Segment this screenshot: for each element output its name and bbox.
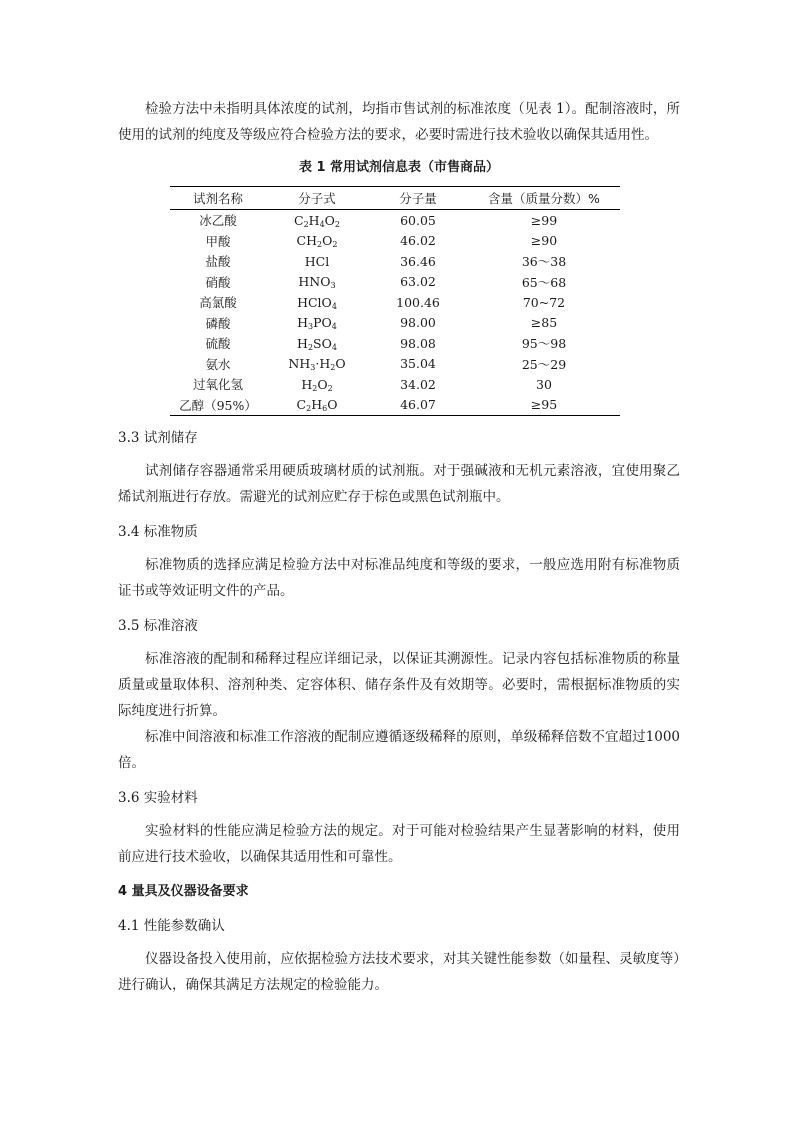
formula-cell [266,231,368,252]
section-heading: 3.6 实验材料 [118,790,198,806]
molecular-weight-cell: 46.02 [400,233,436,249]
formula-cell [266,292,368,313]
reagent-name-cell: 高氯酸 [199,295,237,311]
molecular-weight-cell: 34.02 [400,376,436,392]
molecular-weight-cell: 98.00 [400,315,436,331]
header-formula: 分子式 [266,187,368,210]
formula-cell [266,313,368,334]
reagent-name-cell: 磷酸 [205,315,231,331]
section-paragraph: 仪器设备投入使用前，应依据检验方法技术要求，对其关键性能参数（如量程、灵敏度等）进行确认，确保其满足方法规定的检验能力。 [118,951,680,993]
molecular-weight-cell: 98.08 [400,335,436,351]
header-content: 含量（质量分数）% [468,187,620,210]
header-reagent-name: 试剂名称 [170,187,266,210]
formula-subscript: 4 [331,301,337,311]
formula-part: O [327,397,338,413]
formula-part: HCl [304,253,330,269]
reagent-name-cell: 甲酸 [205,233,231,249]
content-cell: ≥95 [468,395,620,416]
section-heading: 3.5 标准溶液 [118,618,198,634]
formula-part: SO [313,335,332,351]
table-row [170,272,620,293]
table-row [170,354,620,375]
formula-subscript: 4 [331,322,337,332]
formula-part: PO [313,315,332,331]
formula-subscript: 3 [330,281,336,291]
formula-part: C [296,397,307,413]
formula-cell [266,333,368,354]
formula-part: O [322,233,333,249]
reagent-table [170,186,620,416]
reagent-name-cell: 硫酸 [205,336,231,352]
content-cell: 95～98 [521,336,567,352]
molecular-weight-cell: 36.46 [400,253,436,269]
reagent-name-cell: 乙醇（95%） [170,395,266,416]
formula-subscript: 4 [319,219,325,229]
content-cell: 70~72 [522,294,566,310]
molecular-weight-cell: 35.04 [400,356,436,372]
formula-subscript: 4 [331,342,337,352]
formula-part: O [324,212,335,228]
formula-subscript: 2 [303,219,309,229]
intro-paragraph: 检验方法中未指明具体浓度的试剂，均指市售试剂的标准浓度（见表 1）。配制溶液时，所使用的试剂的纯度及等级应符合检验方法的要求，必要时需进行技术验收以确保其适用性。 [118,101,680,143]
section-heading: 3.3 试剂储存 [118,430,198,446]
formula-part: H [311,397,323,413]
formula-part: HClO [297,294,332,310]
formula-subscript: 3 [308,322,314,332]
content-cell: 65～68 [521,274,567,290]
molecular-weight-cell: 100.46 [396,294,440,310]
reagent-name-cell: 盐酸 [205,254,231,270]
formula-part: HNO [298,274,331,290]
formula-cell [266,210,368,231]
formula-subscript: 2 [317,240,323,250]
section-heading: 4.1 性能参数确认 [118,918,225,934]
formula-cell [266,374,368,395]
table-row [170,292,620,313]
section-paragraph: 标准物质的选择应满足检验方法中对标准品纯度和等级的要求，一般应选用附有标准物质证书或等效证明文件的产品。 [118,557,680,599]
section-paragraph: 标准溶液的配制和稀释过程应详细记录，以保证其溯源性。记录内容包括标准物质的称量质量或量取体积、溶剂种类、定容体积、储存条件及有效期等。必要时，需根据标准物质的实际纯度进行折算。 [118,651,680,719]
table-row [170,231,620,252]
molecular-weight-cell: 63.02 [400,274,436,290]
formula-subscript: 2 [307,342,314,352]
table-row [170,374,620,395]
formula-part: O [335,356,346,372]
header-molecular-weight: 分子量 [368,187,468,210]
reagent-name-cell: 冰乙酸 [199,213,237,229]
table-row [170,210,620,231]
molecular-weight-cell: 46.07 [368,395,468,416]
formula-part: H [297,315,309,331]
formula-subscript: 2 [330,363,336,373]
reagent-name-cell: 硝酸 [205,274,231,290]
section-heading: 3.4 标准物质 [118,524,198,540]
formula-part: H [301,376,313,392]
formula-subscript: 2 [327,383,333,393]
table-row [170,313,620,334]
section-paragraph: 试剂储存容器通常采用硬质玻璃材质的试剂瓶。对于强碱液和无机元素溶液，宜使用聚乙烯试剂瓶进行存放。需避光的试剂应贮存于棕色或黑色试剂瓶中。 [118,463,680,505]
formula-subscript: 3 [310,363,316,373]
reagent-name-cell: 过氧化氢 [192,377,243,393]
molecular-weight-cell: 60.05 [400,212,436,228]
formula-subscript: 6 [322,404,328,414]
document-content [118,96,680,998]
section-heading: 4 量具及仪器设备要求 [118,884,249,899]
formula-part: CH [296,233,318,249]
sections-container [118,426,680,998]
content-cell: 25～29 [521,356,567,372]
formula-part: H [297,335,308,351]
formula-cell [266,272,368,293]
formula-part: O [317,376,328,392]
table-row [170,333,620,354]
table-caption: 表 1 常用试剂信息表（市售商品） [298,160,500,175]
table-row [170,251,620,272]
formula-part: C [293,212,304,228]
section-paragraph: 实验材料的性能应满足检验方法的规定。对于可能对检验结果产生显著影响的材料，使用前应进行技术验收，以确保其适用性和可靠性。 [118,823,680,865]
table-row [170,395,620,416]
table-header-row [170,187,620,210]
content-cell: ≥90 [530,233,558,249]
section-paragraph: 标准中间溶液和标准工作溶液的配制应遵循逐级稀释的原则，单级稀释倍数不宜超过1000 倍。 [118,729,680,771]
formula-cell [266,354,368,375]
content-cell: 36～38 [521,254,567,270]
formula-part: NH [288,356,311,372]
formula-subscript: 2 [334,219,340,229]
reagent-name-cell: 氨水 [205,356,231,372]
content-cell: ≥99 [530,212,558,228]
formula-cell [266,395,368,416]
formula-part: H [308,212,320,228]
formula-subscript: 2 [332,240,338,250]
formula-cell [266,251,368,272]
table-body [170,210,620,416]
content-cell: ≥85 [530,315,558,331]
formula-subscript: 2 [312,383,318,393]
formula-part: ·H [315,356,331,372]
formula-subscript: 2 [306,404,312,414]
content-cell: 30 [536,376,552,392]
